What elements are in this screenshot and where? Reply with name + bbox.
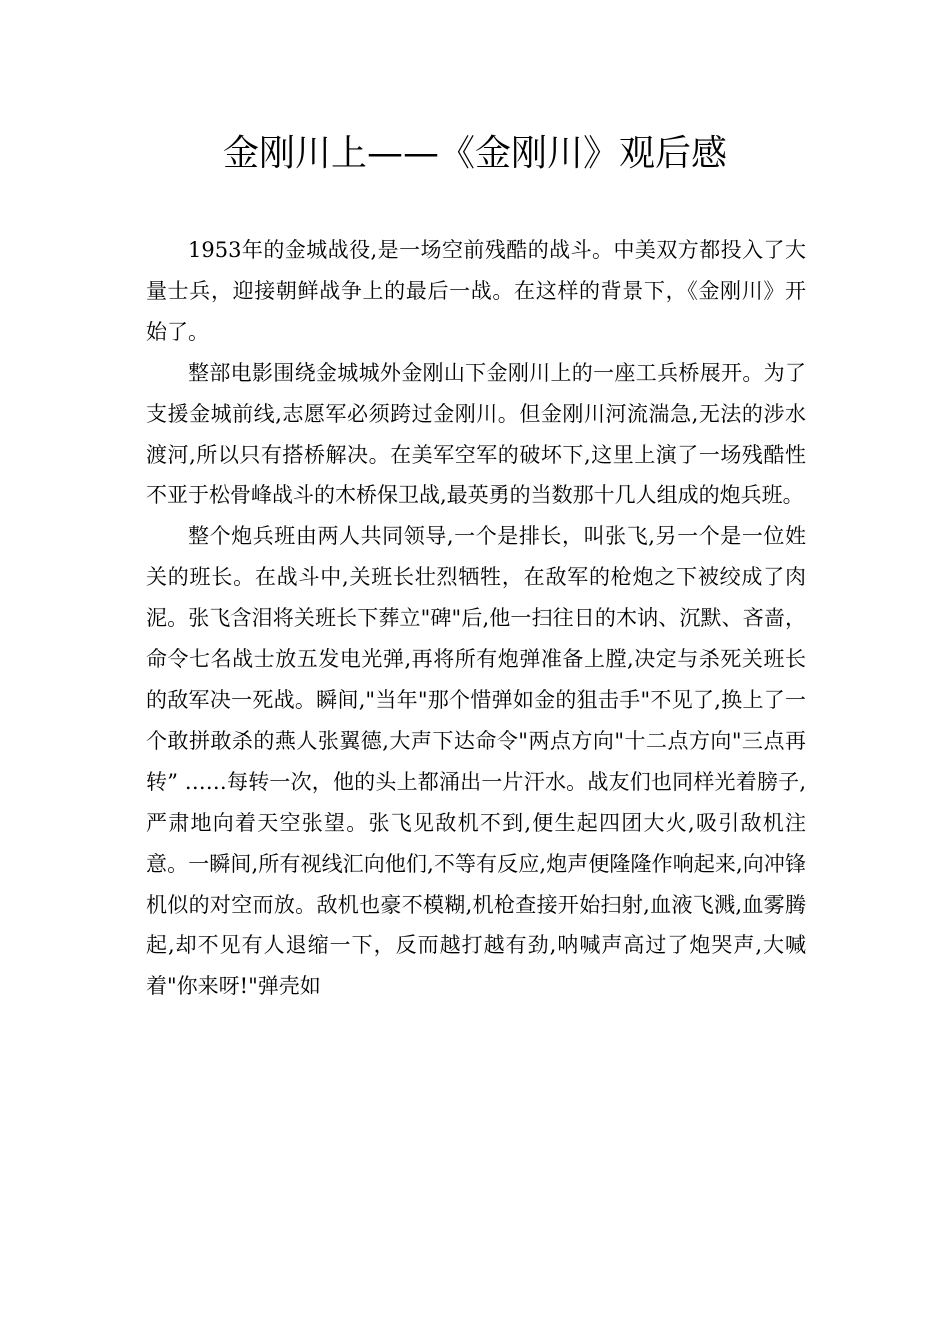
paragraph: 1953年的金城战役,是一场空前残酷的战斗。中美双方都投入了大量士兵，迎接朝鲜战争上的最后一战。在这样的背景下，《金刚川》开始了。 — [146, 238, 806, 344]
paragraph: 整部电影围绕金城城外金刚山下金刚川上的一座工兵桥展开。为了支援金城前线,志愿军必须跨过金刚川。但金刚川河流湍急,无法的涉水渡河,所以只有搭桥解决。在美军空军的破坏下,这里上演了一场残酷性不亚于松骨峰战斗的木桥保卫战,最英勇的当数那十几人组成的炮兵班。 — [146, 360, 806, 508]
document-body — [146, 230, 806, 1007]
page-title: 金刚川上——《金刚川》观后感 — [222, 133, 727, 174]
paragraph: 整个炮兵班由两人共同领导,一个是排长，叫张飞,另一个是一位姓关的班长。在战斗中,关班长壮烈牺牲，在敌军的枪炮之下被绞成了肉泥。张飞含泪将关班长下葬立"碑"后,他一扫往日的木讷、沉默、吝啬，命令七名战士放五发电光弹,再将所有炮弹准备上膛,决定与杀死关班长的敌军决一死战。瞬间,"当年"那个惜弹如金的狙击手"不见了,换上了一个敢拼敢杀的燕人张翼德,大声下达命令"两点方向"十二点方向"三点再转” ……每转一次，他的头上都涌出一片汗水。战友们也同样光着膀子,严肃地向着天空张望。张飞见敌机不到,便生起四团大火,吸引敌机注意。一瞬间,所有视线汇向他们,不等有反应,炮声便隆隆作响起来,向冲锋机似的对空而放。敌机也豪不模糊,机枪查接开始扫射,血液飞溅,血雾腾起,却不见有人退缩一下，反而越打越有劲,呐喊声高过了炮哭声,大喊着"你来呀!"弹壳如 — [146, 524, 806, 999]
